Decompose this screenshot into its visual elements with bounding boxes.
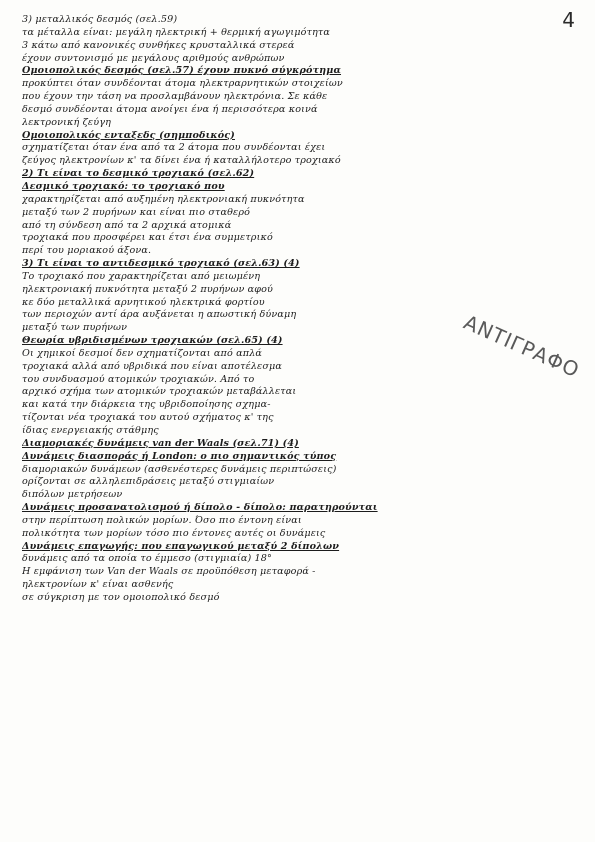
note-line: τα μέταλλα είναι: μεγάλη ηλεκτρική + θερμική αγωγιμότητα: [22, 26, 331, 38]
note-line: μεταξύ των πυρήνων: [22, 322, 128, 334]
note-line: έχουν συντονισμό με μεγάλους αριθμούς ανθρώπων: [22, 52, 285, 64]
note-line: αρχικό σχήμα των ατομικών τροχιακών μεταβάλλεται: [22, 386, 297, 398]
note-line: Δυνάμεις επαγωγής: που επαγωγικού μεταξύ 2 δίπολων: [22, 540, 340, 552]
note-line: Διαμοριακές δυνάμεις van der Waals (σελ.71) (4): [22, 437, 299, 449]
note-line: σχηματίζεται όταν ένα από τα 2 άτομα που συνδέονται έχει: [22, 142, 326, 154]
note-line: Δεσμικό τροχιακό: το τροχιακό που: [22, 180, 225, 192]
note-line: ζεύγος ηλεκτρονίων κ' τα δίνει ένα ή καταλλήλοτερο τροχιακό: [22, 155, 341, 167]
note-line: δυνάμεις από τα οποία το έμμεσο (στιγμιαία) 18°: [22, 553, 273, 565]
note-line: των περιοχών αντί άρα αυξάνεται η απωστική δύναμη: [22, 309, 297, 321]
note-line: και κατά την διάρκεια της υβριδοποίησης σχημα-: [22, 399, 271, 411]
note-line: Ομοιοπολικός ενταξεδς (σημποδικός): [22, 129, 235, 141]
note-line: ίδιας ενεργειακής στάθμης: [22, 425, 159, 436]
note-line: Οι χημικοί δεσμοί δεν σχηματίζονται από απλά: [22, 347, 263, 359]
note-line: κε δύο μεταλλικά αρνητικού ηλεκτρικά φορτίου: [22, 296, 265, 308]
note-line: περί του μοριακού άξονα.: [22, 245, 152, 257]
note-line: Θεωρία υβριδισμένων τροχιακών (σελ.65) (4): [22, 335, 283, 347]
note-line: διπόλων μετρήσεων: [22, 489, 123, 501]
note-line: 3) μεταλλικός δεσμός (σελ.59): [22, 14, 178, 25]
note-line: 3) Τι είναι το αντιδεσμικό τροχιακό (σελ.63) (4): [22, 258, 300, 270]
page-number: 4: [562, 8, 575, 32]
note-line: ορίζονται σε αλληλεπιδράσεις μεταξύ στιγμιαίων: [22, 476, 275, 488]
note-line: 2) Τι είναι το δεσμικό τροχιακό (σελ.62): [22, 168, 255, 180]
note-line: διαμοριακών δυνάμεων (ασθενέστερες δυνάμεις περιπτώσεις): [22, 463, 337, 475]
note-line: ηλεκτρονίων κ' είναι ασθενής: [22, 579, 174, 591]
note-line: Δυνάμεις διασποράς ή London: ο πιο σημαντικός τύπος: [22, 450, 337, 462]
note-line: από τη σύνδεση από τα 2 αρχικά ατομικά: [22, 219, 232, 231]
note-line: 3 κάτω από κανονικές συνθήκες κρυσταλλικά στερεά: [22, 39, 295, 51]
note-line: Δυνάμεις προσανατολισμού ή δίπολο - δίπολο: παρατηρούνται: [22, 502, 378, 514]
note-line: ηλεκτρονιακή πυκνότητα μεταξύ 2 πυρήνων αφού: [22, 283, 274, 295]
note-line: Η εμφάνιση των Van der Waals σε προϋπόθεση μεταφορά -: [22, 566, 316, 578]
note-line: του συνδυασμού ατομικών τροχιακών. Από το: [22, 373, 255, 385]
copy-stamp: ΑΝΤΙΓΡΑΦΟ: [460, 310, 584, 383]
note-line: που έχουν την τάση να προσλαμβάνουν ηλεκτρόνια. Σε κάθε: [22, 91, 328, 103]
note-line: σε σύγκριση με τον ομοιοπολικό δεσμό: [22, 591, 220, 603]
notes-text-block: [22, 14, 570, 605]
note-line: δεσμό συνδέονται άτομα ανοίγει ένα ή περισσότερα κοινά: [22, 103, 318, 115]
note-line: Το τροχιακό που χαρακτηρίζεται από μειωμένη: [22, 270, 261, 282]
note-line: μεταξύ των 2 πυρήνων και είναι πιο σταθερό: [22, 206, 251, 218]
note-line: τροχιακά αλλά από υβριδικά που είναι αποτέλεσμα: [22, 360, 283, 372]
note-line: πολικότητα των μορίων τόσο πιο έντονες αυτές οι δυνάμεις: [22, 527, 326, 539]
note-line: τίζονται νέα τροχιακά του αυτού σχήματος κ' της: [22, 412, 274, 424]
note-line: προκύπτει όταν συνδέονται άτομα ηλεκτραρνητικών στοιχείων: [22, 78, 343, 90]
note-line: στην περίπτωση πολικών μορίων. Όσο πιο έντονη είναι: [22, 514, 302, 526]
note-line: λεκτρονική ζεύγη: [22, 116, 111, 128]
note-line: χαρακτηρίζεται από αυξημένη ηλεκτρονιακή πυκνότητα: [22, 193, 305, 205]
note-line: τροχιακά που προσφέρει και έτσι ένα συμμετρικό: [22, 232, 273, 244]
note-line: Ομοιοπολικός δεσμός (σελ.57) έχουν πυκνό σύγκρότημα: [22, 65, 342, 77]
